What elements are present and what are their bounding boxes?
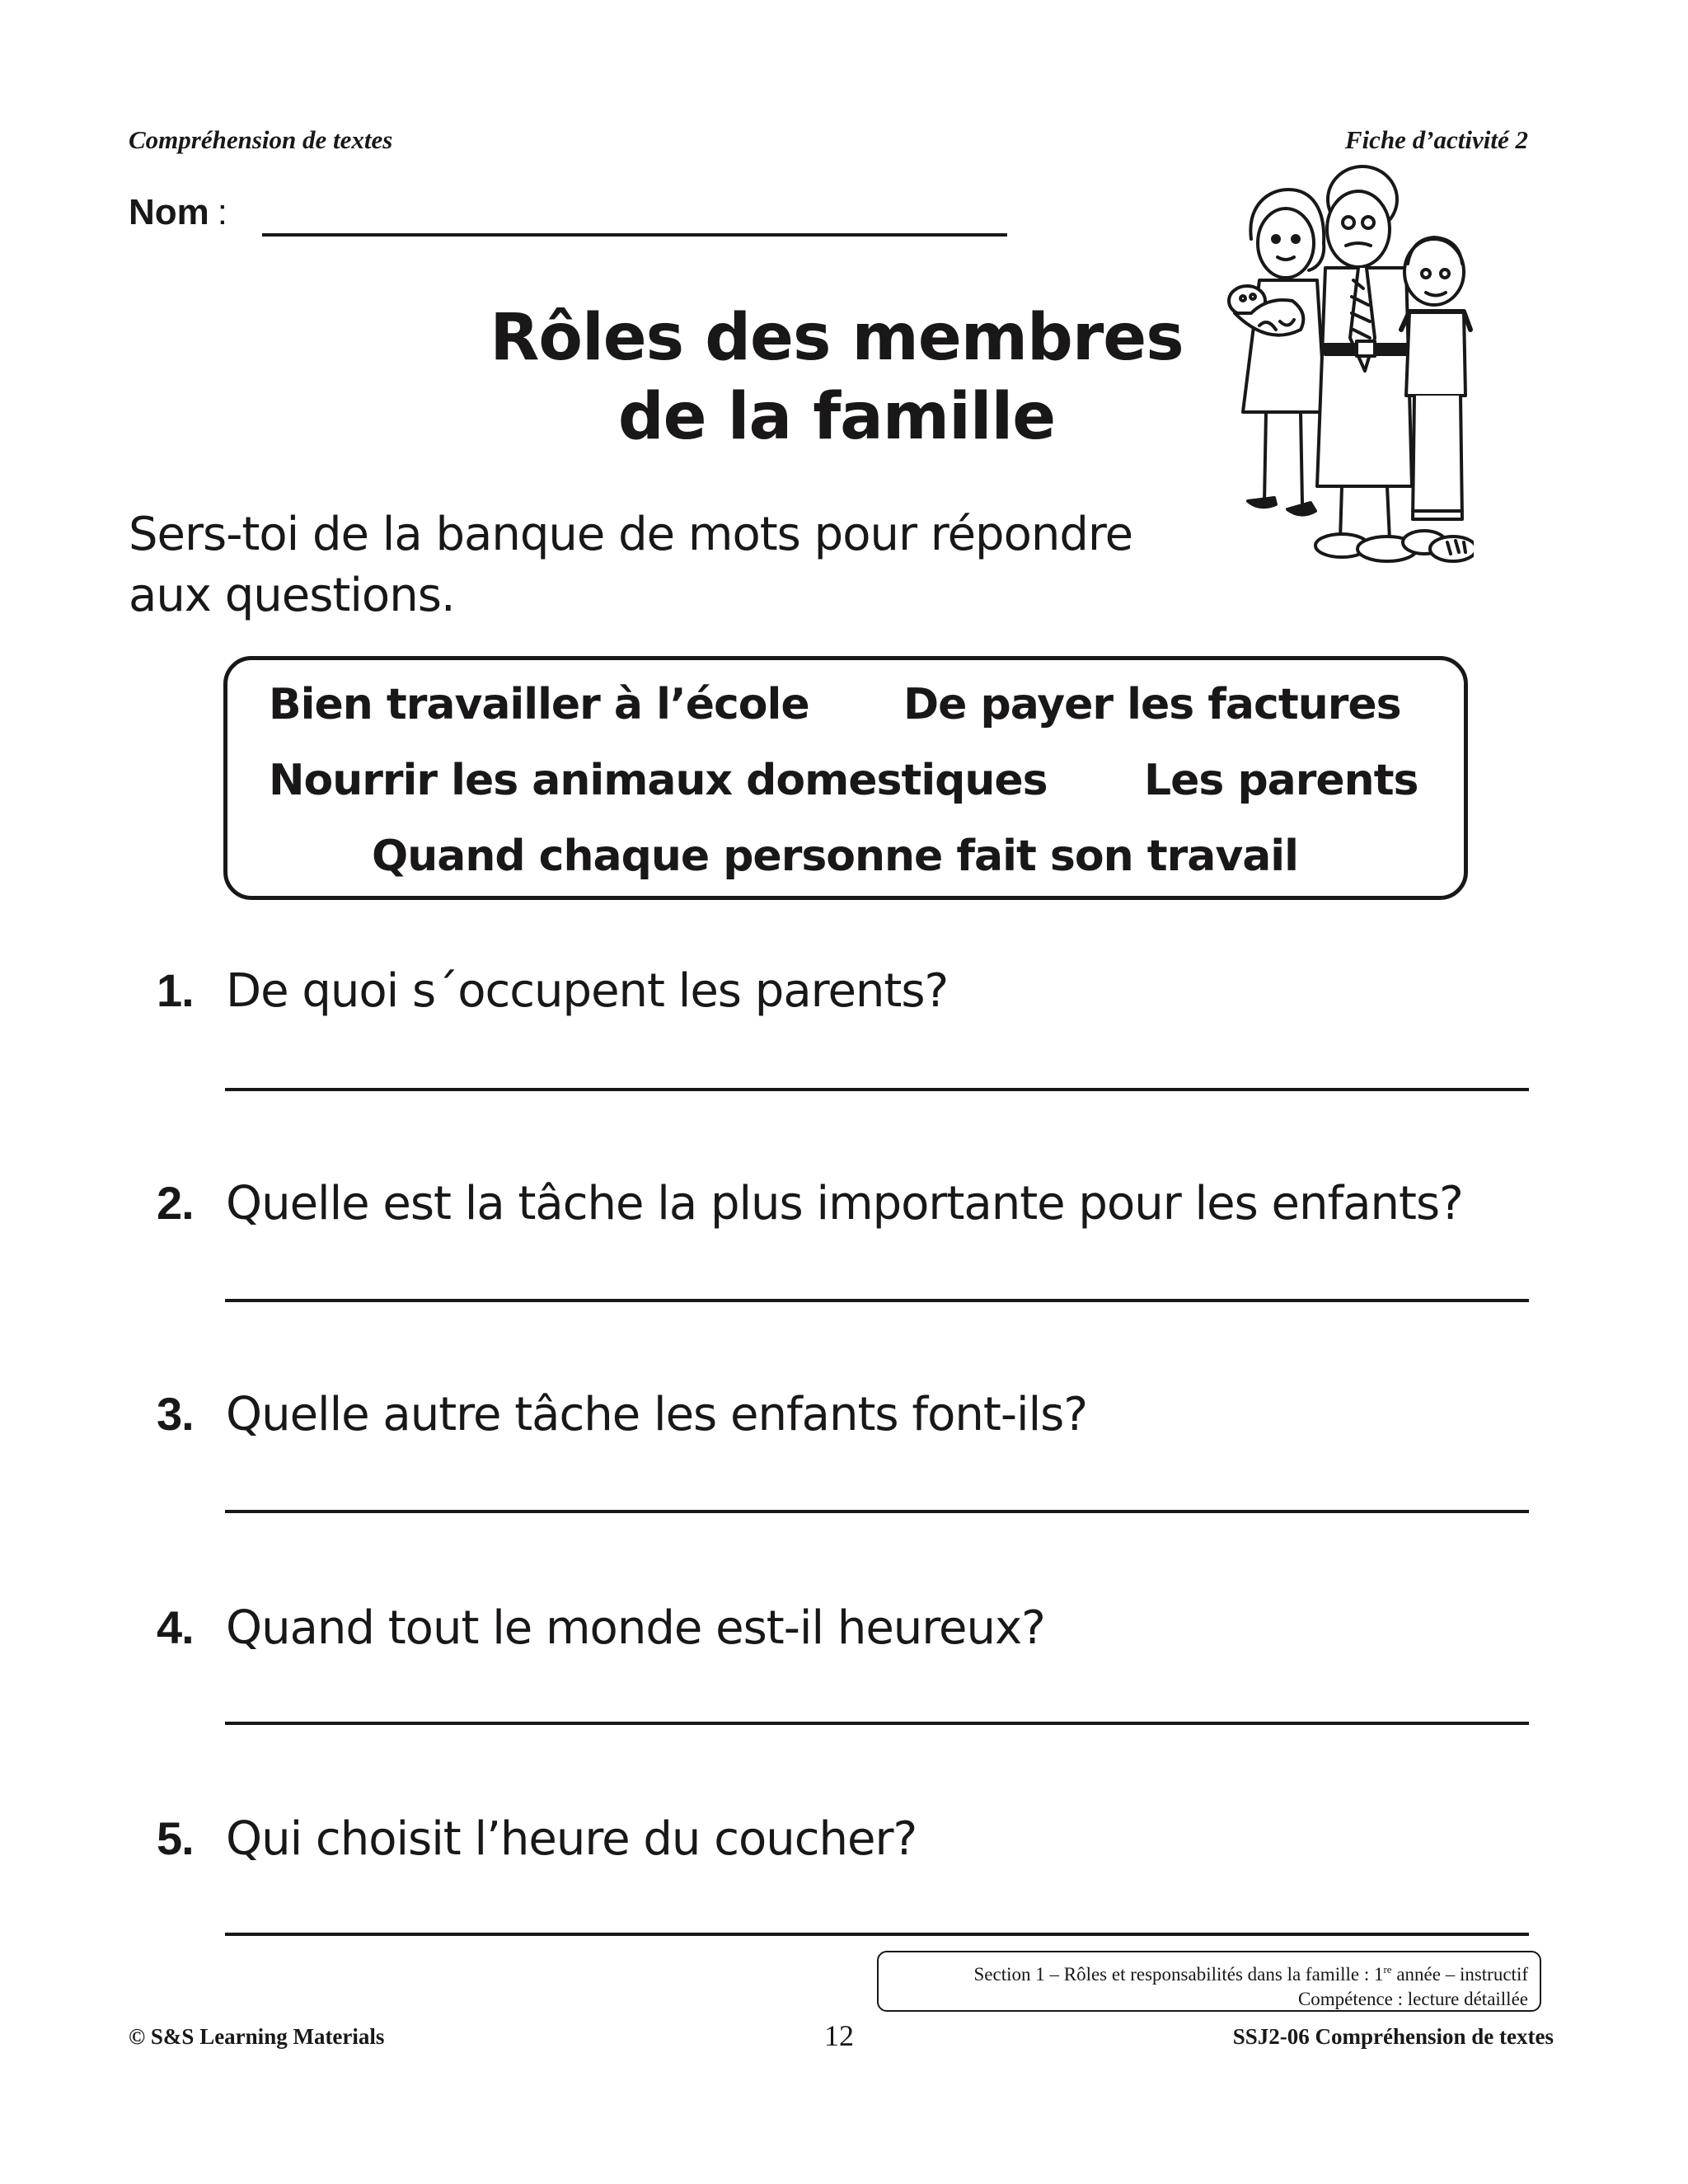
page-title-line1: Rôles des membres bbox=[490, 301, 1184, 375]
page-title-line2: de la famille bbox=[617, 380, 1056, 454]
section-info-suffix: année – instructif bbox=[1391, 1964, 1528, 1985]
question-1 bbox=[157, 964, 949, 1018]
header-activity-sheet: Fiche d’activité 2 bbox=[1344, 125, 1528, 154]
question-number: 5. bbox=[157, 1812, 194, 1864]
header-subject: Compréhension de textes bbox=[129, 125, 393, 154]
instructions bbox=[129, 504, 1225, 626]
section-info-line2: Compétence : lecture détaillée bbox=[1297, 1989, 1528, 2009]
page-title bbox=[462, 298, 1212, 457]
question-text: Quelle est la tâche la plus importante pour les enfants? bbox=[226, 1177, 1463, 1230]
section-info-text: Section 1 – Rôles et responsabilités dans la famille : 1 bbox=[973, 1964, 1384, 1985]
question-number: 1. bbox=[157, 964, 194, 1016]
question-text: De quoi s´occupent les parents? bbox=[226, 964, 949, 1018]
question-4 bbox=[157, 1601, 1045, 1655]
word-bank-item: Bien travailler à l’école bbox=[269, 680, 809, 729]
word-bank-item: De payer les factures bbox=[903, 680, 1401, 729]
name-label-text: Nom bbox=[129, 192, 209, 232]
instructions-line2: aux questions. bbox=[129, 569, 455, 622]
question-text: Quelle autre tâche les enfants font-ils? bbox=[226, 1388, 1088, 1441]
question-number: 4. bbox=[157, 1601, 194, 1653]
instructions-line1: Sers-toi de la banque de mots pour répondre bbox=[129, 508, 1133, 561]
question-3 bbox=[157, 1388, 1088, 1441]
footer-product-code: SSJ2-06 Compréhension de textes bbox=[1232, 2024, 1554, 2049]
word-bank-item: Nourrir les animaux domestiques bbox=[269, 756, 1048, 805]
question-text: Qui choisit l’heure du coucher? bbox=[226, 1812, 917, 1866]
question-2 bbox=[157, 1177, 1463, 1230]
answer-line-3[interactable] bbox=[225, 1510, 1529, 1513]
section-info-box bbox=[877, 1951, 1541, 2012]
answer-line-2[interactable] bbox=[225, 1299, 1529, 1302]
answer-line-4[interactable] bbox=[225, 1722, 1529, 1725]
section-info-line1 bbox=[879, 1957, 1528, 1987]
answer-line-1[interactable] bbox=[225, 1088, 1529, 1091]
question-number: 2. bbox=[157, 1177, 194, 1229]
footer-copyright: © S&S Learning Materials bbox=[129, 2024, 385, 2049]
section-info-superscript: re bbox=[1383, 1963, 1392, 1975]
family-illustration-icon bbox=[1218, 165, 1474, 570]
word-bank bbox=[223, 656, 1468, 900]
name-label-colon: : bbox=[217, 192, 228, 232]
question-number: 3. bbox=[157, 1388, 194, 1440]
question-text: Quand tout le monde est-il heureux? bbox=[226, 1601, 1045, 1655]
name-input-line[interactable] bbox=[262, 233, 1007, 237]
word-bank-item: Les parents bbox=[1144, 756, 1418, 805]
page-number: 12 bbox=[824, 2019, 854, 2052]
word-bank-item: Quand chaque personne fait son travail bbox=[372, 832, 1298, 881]
answer-line-5[interactable] bbox=[225, 1933, 1529, 1936]
name-label bbox=[129, 194, 227, 231]
question-5 bbox=[157, 1812, 917, 1866]
